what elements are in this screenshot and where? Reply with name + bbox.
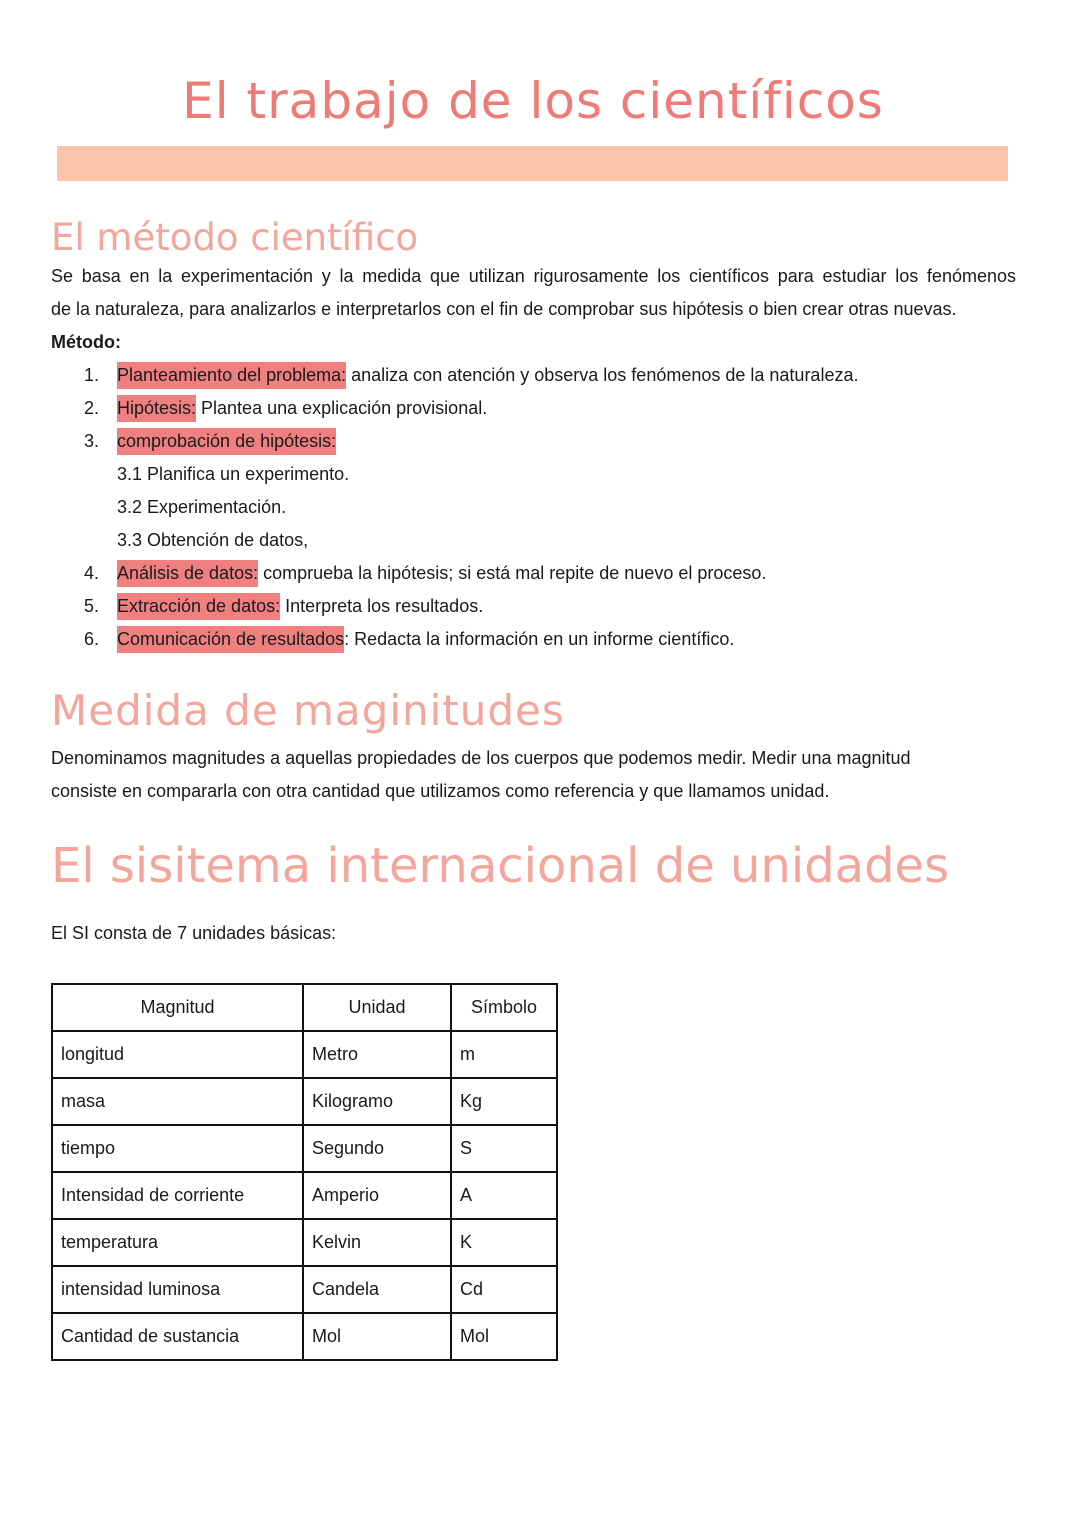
- cell-unidad: Segundo: [303, 1125, 451, 1172]
- method-substep: [51, 458, 1031, 491]
- table-row: [52, 1219, 557, 1266]
- cell-simbolo: Mol: [451, 1313, 557, 1360]
- cell-unidad: Amperio: [303, 1172, 451, 1219]
- step-highlight: Hipótesis:: [117, 395, 196, 422]
- method-step: [51, 557, 1031, 590]
- medida-paragraph: [51, 742, 1016, 808]
- cell-magnitud: masa: [52, 1078, 303, 1125]
- step-highlight: Análisis de datos:: [117, 560, 258, 587]
- medida-line-1: Denominamos magnitudes a aquellas propiedades de los cuerpos que podemos medir. Medir una magnitud: [51, 748, 911, 768]
- cell-simbolo: Kg: [451, 1078, 557, 1125]
- method-substep: [51, 491, 1031, 524]
- table-row: [52, 1266, 557, 1313]
- step-text: : Redacta la información en un informe científico.: [344, 629, 735, 649]
- column-header-simbolo: Símbolo: [451, 984, 557, 1031]
- table-row: [52, 1031, 557, 1078]
- cell-unidad: Candela: [303, 1266, 451, 1313]
- page-title: El trabajo de los científicos: [182, 72, 884, 130]
- cell-unidad: Mol: [303, 1313, 451, 1360]
- metodo-intro-paragraph: [51, 260, 1016, 326]
- cell-magnitud: Intensidad de corriente: [52, 1172, 303, 1219]
- cell-unidad: Kelvin: [303, 1219, 451, 1266]
- method-step: [51, 392, 1031, 425]
- column-header-unidad: Unidad: [303, 984, 451, 1031]
- medida-line-2: consiste en compararla con otra cantidad que utilizamos como referencia y que llamamos unidad.: [51, 781, 830, 801]
- step-highlight: Extracción de datos:: [117, 593, 280, 620]
- step-number: 3.: [84, 431, 100, 451]
- cell-simbolo: m: [451, 1031, 557, 1078]
- metodo-intro-line-1: Se basa en la experimentación y la medida que utilizan rigurosamente los científicos para estudiar los fenómenos: [51, 266, 1016, 286]
- heading-sistema-internacional: El sisitema internacional de unidades: [51, 838, 950, 894]
- method-substep: [51, 524, 1031, 557]
- heading-metodo-cientifico: El método científico: [51, 216, 419, 259]
- method-step: [51, 425, 1031, 458]
- table-header-row: [52, 984, 557, 1031]
- cell-magnitud: intensidad luminosa: [52, 1266, 303, 1313]
- step-number: 2.: [84, 398, 100, 418]
- method-steps-list: [51, 359, 1031, 656]
- step-number: 1.: [84, 365, 100, 385]
- method-step: [51, 359, 1031, 392]
- table-row: [52, 1125, 557, 1172]
- si-units-table: [51, 983, 558, 1361]
- table-row: [52, 1313, 557, 1360]
- substep-text: 3.1 Planifica un experimento.: [117, 464, 350, 484]
- step-highlight: Comunicación de resultados: [117, 626, 344, 653]
- cell-simbolo: S: [451, 1125, 557, 1172]
- step-text: analiza con atención y observa los fenómenos de la naturaleza.: [346, 365, 859, 385]
- column-header-magnitud: Magnitud: [52, 984, 303, 1031]
- substep-text: 3.2 Experimentación.: [117, 497, 287, 517]
- table-row: [52, 1078, 557, 1125]
- step-number: 5.: [84, 596, 100, 616]
- cell-magnitud: longitud: [52, 1031, 303, 1078]
- step-number: 6.: [84, 629, 100, 649]
- metodo-intro-line-2: de la naturaleza, para analizarlos e interpretarlos con el fin de comprobar sus hipótesis o bien crear otras nuevas.: [51, 299, 957, 319]
- title-underline-bar: [57, 146, 1008, 181]
- method-step: [51, 623, 1031, 656]
- cell-unidad: Kilogramo: [303, 1078, 451, 1125]
- step-text: Interpreta los resultados.: [280, 596, 484, 616]
- heading-medida-magnitudes: Medida de maginitudes: [51, 686, 565, 735]
- substep-text: 3.3 Obtención de datos,: [117, 530, 309, 550]
- table-row: [52, 1172, 557, 1219]
- cell-simbolo: Cd: [451, 1266, 557, 1313]
- step-highlight: comprobación de hipótesis:: [117, 428, 336, 455]
- metodo-label: Método:: [51, 332, 121, 352]
- cell-simbolo: K: [451, 1219, 557, 1266]
- step-text: Plantea una explicación provisional.: [196, 398, 488, 418]
- cell-unidad: Metro: [303, 1031, 451, 1078]
- method-step: [51, 590, 1031, 623]
- step-text: comprueba la hipótesis; si está mal repite de nuevo el proceso.: [258, 563, 767, 583]
- cell-magnitud: tiempo: [52, 1125, 303, 1172]
- step-highlight: Planteamiento del problema:: [117, 362, 346, 389]
- cell-simbolo: A: [451, 1172, 557, 1219]
- cell-magnitud: Cantidad de sustancia: [52, 1313, 303, 1360]
- step-number: 4.: [84, 563, 100, 583]
- si-intro: El SI consta de 7 unidades básicas:: [51, 923, 337, 943]
- cell-magnitud: temperatura: [52, 1219, 303, 1266]
